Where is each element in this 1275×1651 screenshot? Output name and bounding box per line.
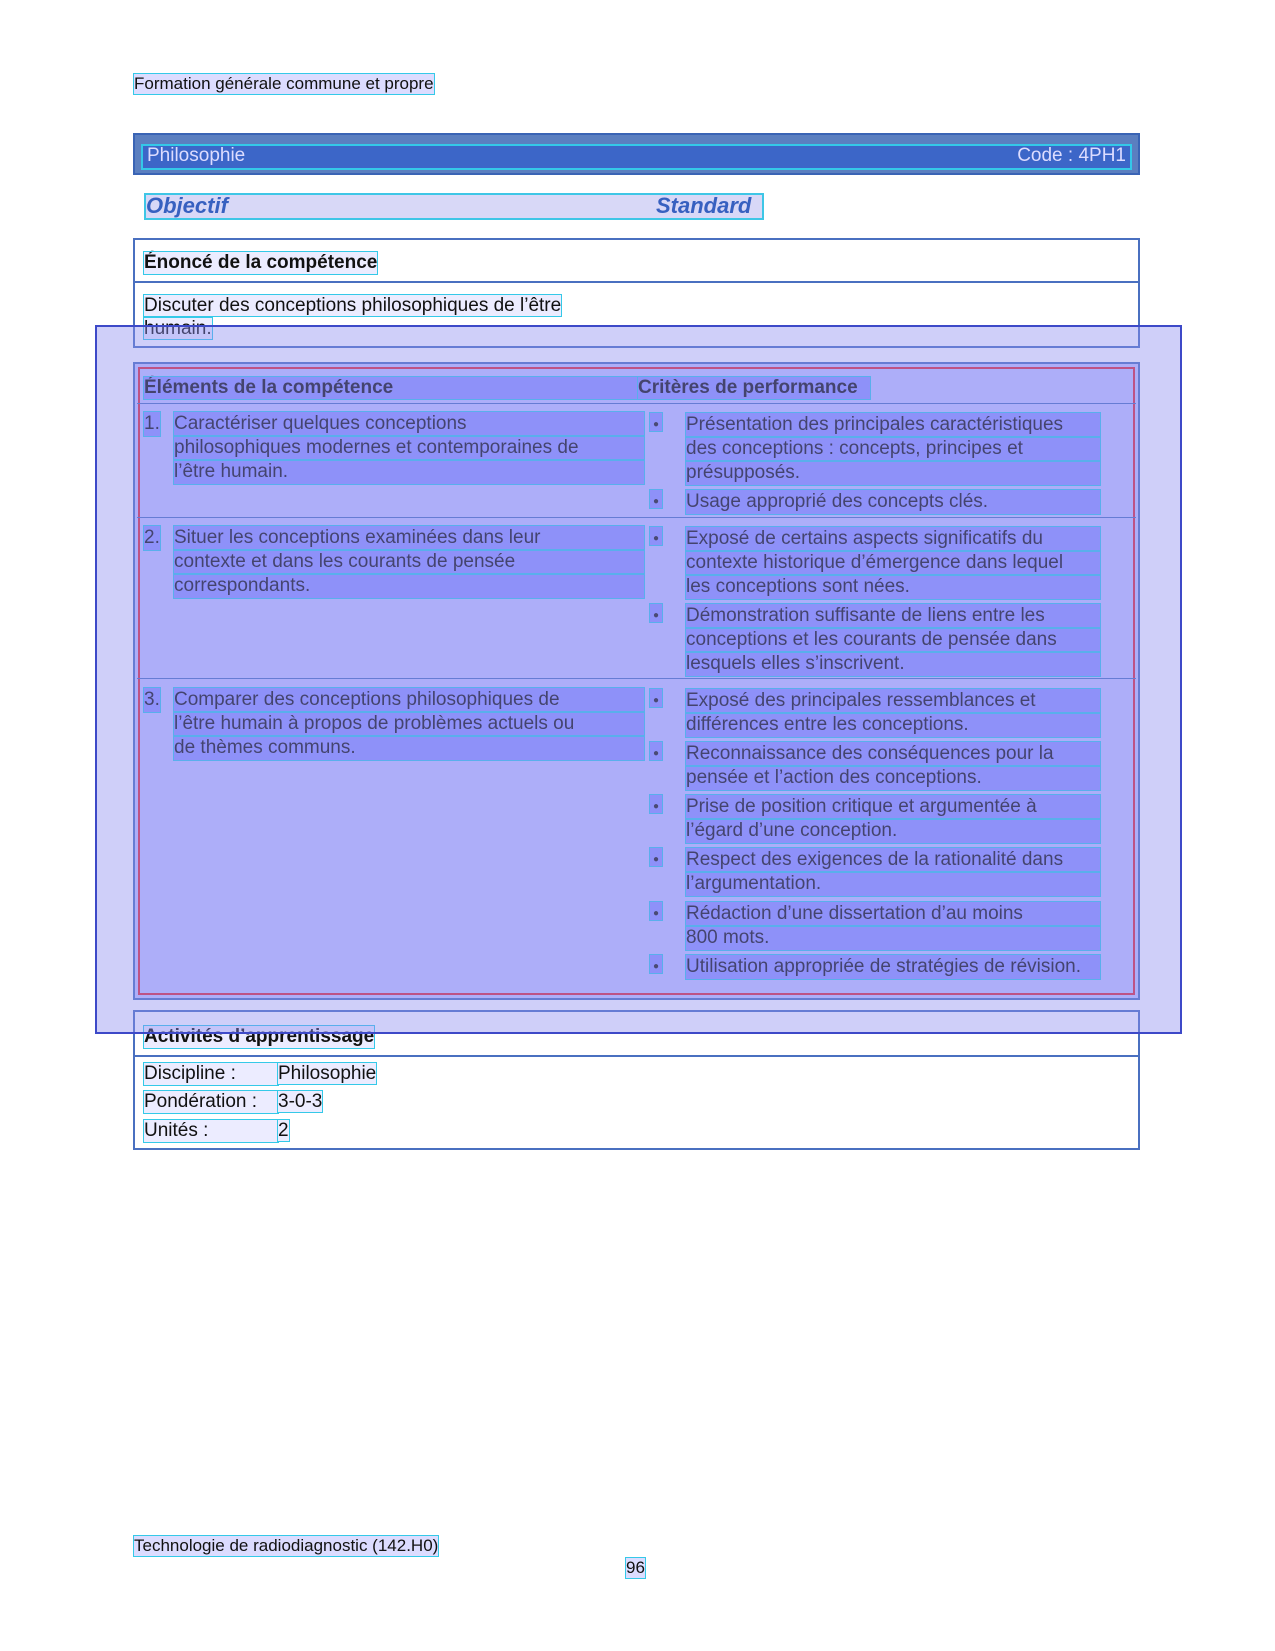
criterion-line: Rédaction d’une dissertation d’au moins [686,902,1100,926]
element-line: correspondants. [174,574,644,598]
criterion-line: Exposé de certains aspects significatifs du [686,527,1100,551]
enonce-line: humain. [144,318,212,339]
selection-overlay [95,325,1182,1034]
element-line: Caractériser quelques conceptions [174,412,644,436]
course-code: Code : 4PH1 [1017,145,1126,166]
objective-row [146,195,762,218]
element-line: philosophiques modernes et contemporaines de [174,436,644,460]
objective-label: Objectif [146,193,228,218]
criterion-line: l’égard d’une conception. [686,819,1100,843]
element-line: Situer les conceptions examinées dans leur [174,526,644,550]
discipline-value: Philosophie [278,1063,377,1084]
criterion-line: les conceptions sont nées. [686,575,1100,599]
page-header: Formation générale commune et propre [134,74,434,93]
criterion-line: pensée et l’action des conceptions. [686,766,1100,790]
element-number: 3. [144,689,160,710]
page-number: 96 [626,1558,645,1577]
element-number: 2. [144,527,160,548]
footer-program: Technologie de radiodiagnostic (142.H0) [134,1536,439,1555]
criterion-line: contexte historique d’émergence dans lequel [686,551,1100,575]
discipline-row [144,1063,376,1085]
element-line: de thèmes communs. [174,736,644,760]
criterion-line: Démonstration suffisante de liens entre les [686,604,1100,628]
criterion-line: Reconnaissance des conséquences pour la [686,742,1100,766]
activites-title: Activités d’apprentissage [144,1026,375,1047]
element-line: l’être humain à propos de problèmes actuels ou [174,712,644,736]
criterion-line: présupposés. [686,461,1100,485]
column-header-elements: Éléments de la compétence [144,377,644,399]
criterion-line: Présentation des principales caractéristiques [686,413,1100,437]
element-number: 1. [144,413,160,434]
criterion-line: Prise de position critique et argumentée à [686,795,1100,819]
column-header-criteres: Critères de performance [638,377,870,399]
criterion-line: 800 mots. [686,926,1100,950]
objective-value: Standard [656,193,752,218]
unites-row [144,1120,289,1142]
ponderation-label: Pondération : [144,1091,278,1113]
element-line: contexte et dans les courants de pensée [174,550,644,574]
ponderation-value: 3-0-3 [278,1091,323,1112]
unites-label: Unités : [144,1120,278,1142]
ponderation-row [144,1091,322,1113]
criterion-line: conceptions et les courants de pensée dans [686,628,1100,652]
criterion-line: des conceptions : concepts, principes et [686,437,1100,461]
criterion-line: l’argumentation. [686,872,1100,896]
course-title-bar [133,133,1140,175]
element-line: Comparer des conceptions philosophiques de [174,688,644,712]
criterion-line: Usage approprié des concepts clés. [686,490,1100,514]
element-line: l’être humain. [174,460,644,484]
criterion-line: Exposé des principales ressemblances et [686,689,1100,713]
criterion-line: Respect des exigences de la rationalité dans [686,848,1100,872]
criterion-line: Utilisation appropriée de stratégies de révision. [686,955,1100,979]
criterion-line: lesquels elles s’inscrivent. [686,652,1100,676]
discipline-label: Discipline : [144,1063,278,1085]
enonce-title: Énoncé de la compétence [144,252,378,273]
enonce-line: Discuter des conceptions philosophiques de l’être [144,295,562,316]
unites-value: 2 [278,1120,289,1141]
course-name: Philosophie [147,145,246,166]
criterion-line: différences entre les conceptions. [686,713,1100,737]
